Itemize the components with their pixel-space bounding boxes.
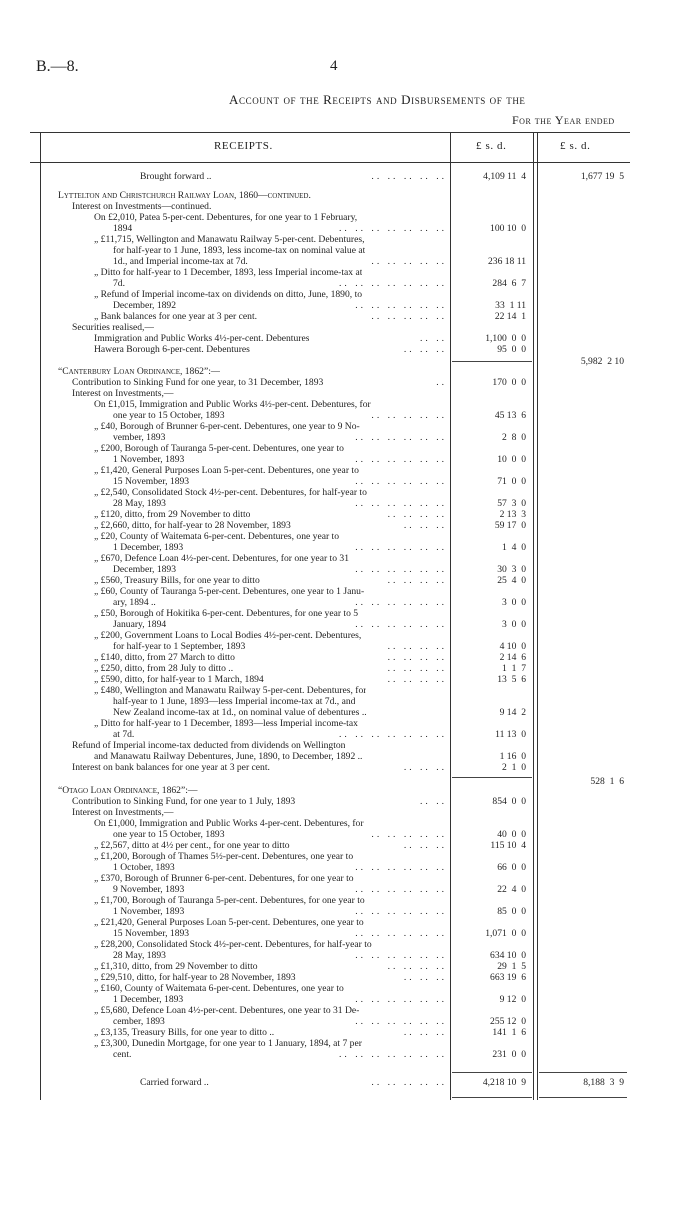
document-reference: B.—8.: [36, 58, 79, 75]
amount-column-1: 2 13 3: [499, 509, 526, 520]
row-label: „ Ditto for half-year to 1 December, 1893—less Imperial income-tax: [94, 718, 358, 729]
leader-dots: .. .. .. .. .. ..: [355, 498, 447, 509]
row-label: 15 November, 1893: [113, 476, 190, 487]
row-label: 9 November, 1893: [113, 884, 185, 895]
leader-dots: .. .. ..: [403, 520, 447, 531]
amount-column-1: 25 4 0: [497, 575, 526, 586]
row-label: 1 December, 1893: [113, 542, 184, 553]
leader-dots: .. .. .. ..: [387, 652, 447, 663]
row-label: „ £11,715, Wellington and Manawatu Railway 5-per-cent. Debentures,: [94, 234, 365, 245]
amount-column-1: 66 0 0: [497, 862, 526, 873]
amount-column-1: 2 14 6: [499, 652, 526, 663]
leader-dots: .. .. .. .. .. ..: [355, 884, 447, 895]
amount-column-1: 30 3 0: [497, 564, 526, 575]
amount-column-1: 9 14 2: [499, 707, 526, 718]
row-label: New Zealand income-tax at 1d., on nominal value of debentures ..: [113, 707, 367, 718]
row-label: Securities realised,—: [72, 322, 155, 333]
row-label: cent.: [113, 1049, 132, 1060]
row-label: „ £120, ditto, from 29 November to ditto: [94, 509, 251, 520]
leader-dots: .. .. .. .. .. ..: [355, 564, 447, 575]
row-label: „ £3,300, Dunedin Mortgage, for one year to 1 January, 1894, at 7 per: [94, 1038, 362, 1049]
row-label: „ £21,420, General Purposes Loan 5-per-cent. Debentures, one year to: [94, 917, 364, 928]
amount-column-1: 634 10 0: [490, 950, 526, 961]
row-label: Interest on Investments—continued.: [72, 201, 212, 212]
money-column-header-2: £ s. d.: [560, 140, 591, 152]
amount-column-1: 170 0 0: [492, 377, 526, 388]
amount-column-1: 255 12 0: [490, 1016, 526, 1027]
leader-dots: .. ..: [420, 333, 447, 344]
row-label: „ £200, Government Loans to Local Bodies 4½-per-cent. Debentures,: [94, 630, 362, 641]
row-label: „ £20, County of Waitemata 6-per-cent. Debentures, one year to: [94, 531, 340, 542]
row-label: „ £2,540, Consolidated Stock 4½-per-cent. Debentures, for half-year to: [94, 487, 367, 498]
row-label: 1 December, 1893: [113, 994, 184, 1005]
amount-column-1: 141 1 6: [492, 1027, 526, 1038]
account-title: Account of the Receipts and Disbursements of the: [229, 92, 526, 107]
row-label: 1894: [113, 223, 133, 234]
leader-dots: .. .. .. ..: [387, 641, 447, 652]
leader-dots: .. .. .. .. ..: [371, 410, 447, 421]
row-label: 1 October, 1893: [113, 862, 175, 873]
money-column-header-1: £ s. d.: [476, 140, 507, 152]
row-label: cember, 1893: [113, 1016, 165, 1027]
amount-column-2: 528 1 6: [590, 776, 624, 787]
row-label: Immigration and Public Works 4½-per-cent. Debentures: [94, 333, 310, 344]
leader-dots: .. .. .. .. .. ..: [355, 862, 447, 873]
row-label: ary, 1894 ..: [113, 597, 156, 608]
amount-column-1: 45 13 6: [494, 410, 526, 421]
row-label: Carried forward ..: [140, 1077, 209, 1088]
row-label: „ £200, Borough of Tauranga 5-per-cent. Debentures, one year to: [94, 443, 344, 454]
row-label: Contribution to Sinking Fund for one year, to 31 December, 1893: [72, 377, 324, 388]
row-label: „ Refund of Imperial income-tax on dividends on ditto, June, 1890, to: [94, 289, 363, 300]
leader-dots: .. .. .. .. ..: [371, 256, 447, 267]
row-label: December, 1892: [113, 300, 177, 311]
amount-column-1: 100 10 0: [490, 223, 526, 234]
row-label: „ £3,135, Treasury Bills, for one year to ditto ..: [94, 1027, 275, 1038]
row-label: December, 1893: [113, 564, 177, 575]
leader-dots: .. .. .. .. .. ..: [355, 619, 447, 630]
amount-column-1: 4 10 0: [499, 641, 526, 652]
leader-dots: .. .. .. ..: [387, 663, 447, 674]
row-label: „ £1,310, ditto, from 29 November to ditto: [94, 961, 258, 972]
leader-dots: .. .. .. .. .. ..: [355, 476, 447, 487]
leader-dots: ..: [436, 377, 447, 388]
row-label: „ £250, ditto, from 28 July to ditto ..: [94, 663, 234, 674]
row-label: On £1,015, Immigration and Public Works 4½-per-cent. Debentures, for: [94, 399, 371, 410]
leader-dots: .. .. .. ..: [387, 961, 447, 972]
row-label: „ £480, Wellington and Manawatu Railway 5-per-cent. Debentures, for: [94, 685, 367, 696]
amount-column-1: 59 17 0: [494, 520, 526, 531]
row-label: „ £29,510, ditto, for half-year to 28 November, 1893: [94, 972, 296, 983]
row-label: „ £140, ditto, from 27 March to ditto: [94, 652, 235, 663]
leader-dots: .. .. .. .. .. ..: [355, 906, 447, 917]
row-label: Contribution to Sinking Fund, for one year to 1 July, 1893: [72, 796, 296, 807]
row-label: one year to 15 October, 1893: [113, 829, 225, 840]
amount-column-1: 854 0 0: [492, 796, 526, 807]
leader-dots: .. .. .. .. .. ..: [355, 542, 447, 553]
row-label: and Manawatu Railway Debentures, June, 1890, to December, 1892 ..: [94, 751, 363, 762]
amount-column-2: 5,982 2 10: [580, 356, 624, 367]
row-label: „ £60, County of Tauranga 5-per-cent. Debentures, one year to 1 Janu-: [94, 586, 365, 597]
amount-column-1: 663 19 6: [490, 972, 526, 983]
row-label: „ Ditto for half-year to 1 December, 1893, less Imperial income-tax at: [94, 267, 363, 278]
amount-column-1: 95 0 0: [497, 344, 526, 355]
row-label: for half-year to 1 June, 1893, less income-tax on nominal value at: [113, 245, 366, 256]
leader-dots: .. .. ..: [403, 972, 447, 983]
amount-column-1: 3 0 0: [502, 619, 526, 630]
amount-column-2: 1,677 19 5: [580, 171, 624, 182]
receipts-column-header: RECEIPTS.: [214, 140, 273, 152]
leader-dots: .. .. .. .. .. .. ..: [339, 223, 447, 234]
leader-dots: .. .. .. .. .. ..: [355, 950, 447, 961]
row-label: vember, 1893: [113, 432, 166, 443]
row-label: „ £40, Borough of Brunner 6-per-cent. Debentures, one year to 9 No-: [94, 421, 360, 432]
leader-dots: .. .. .. .. .. ..: [355, 928, 447, 939]
leader-dots: .. .. .. .. ..: [371, 829, 447, 840]
row-label: „ £2,567, ditto at 4½ per cent., for one year to ditto: [94, 840, 290, 851]
amount-column-1: 11 13 0: [495, 729, 526, 740]
amount-column-1: 33 1 11: [495, 300, 526, 311]
amount-column-1: 236 18 11: [487, 256, 526, 267]
leader-dots: .. .. .. .. .. .. ..: [339, 1049, 447, 1060]
row-label: „ £1,200, Borough of Thames 5½-per-cent. Debentures, one year to: [94, 851, 354, 862]
leader-dots: .. .. .. .. .. ..: [355, 300, 447, 311]
amount-column-1: 22 4 0: [497, 884, 526, 895]
leader-dots: .. .. .. .. .. ..: [355, 994, 447, 1005]
leader-dots: .. .. .. ..: [387, 674, 447, 685]
amount-column-1: 4,109 11 4: [483, 171, 526, 182]
amount-column-1: 71 0 0: [497, 476, 526, 487]
leader-dots: .. .. .. .. ..: [371, 171, 447, 182]
amount-column-1: 57 3 0: [497, 498, 526, 509]
leader-dots: .. .. .. .. .. ..: [355, 1016, 447, 1027]
row-label: January, 1894: [113, 619, 167, 630]
row-label: “Canterbury Loan Ordinance, 1862”:—: [58, 366, 221, 377]
leader-dots: .. .. .. .. .. .. ..: [339, 278, 447, 289]
row-label: at 7d.: [113, 729, 135, 740]
row-label: Refund of Imperial income-tax deducted from dividends on Wellington: [72, 740, 346, 751]
leader-dots: .. .. ..: [403, 1027, 447, 1038]
row-label: On £1,000, Immigration and Public Works 4-per-cent. Debentures, for: [94, 818, 364, 829]
amount-column-1: 4,218 10 9: [482, 1077, 526, 1088]
row-label: 1 November, 1893: [113, 454, 185, 465]
leader-dots: .. .. .. .. .. ..: [355, 432, 447, 443]
row-label: Hawera Borough 6-per-cent. Debentures: [94, 344, 250, 355]
row-label: Interest on Investments,—: [72, 388, 174, 399]
leader-dots: .. .. ..: [403, 762, 447, 773]
amount-column-1: 1 1 7: [502, 663, 526, 674]
amount-column-1: 2 1 0: [502, 762, 526, 773]
row-label: „ £50, Borough of Hokitika 6-per-cent. Debentures, for one year to 5: [94, 608, 359, 619]
row-label: for half-year to 1 September, 1893: [113, 641, 246, 652]
row-label: On £2,010, Patea 5-per-cent. Debentures, for one year to 1 February,: [94, 212, 358, 223]
amount-column-1: 29 1 5: [497, 961, 526, 972]
leader-dots: .. .. ..: [403, 840, 447, 851]
leader-dots: .. .. .. ..: [387, 575, 447, 586]
amount-column-1: 40 0 0: [497, 829, 526, 840]
leader-dots: .. .. .. .. ..: [371, 1077, 447, 1088]
amount-column-1: 13 5 6: [497, 674, 526, 685]
row-label: Lyttelton and Christchurch Railway Loan, 1860—continued.: [58, 190, 311, 201]
row-label: 1 November, 1893: [113, 906, 185, 917]
amount-column-1: 2 8 0: [502, 432, 526, 443]
amount-column-1: 284 6 7: [492, 278, 526, 289]
row-label: „ £560, Treasury Bills, for one year to ditto: [94, 575, 260, 586]
amount-column-1: 22 14 1: [494, 311, 526, 322]
row-label: 7d.: [113, 278, 125, 289]
leader-dots: .. .. ..: [403, 344, 447, 355]
row-label: „ £370, Borough of Brunner 6-per-cent. Debentures, for one year to: [94, 873, 354, 884]
leader-dots: .. .. .. ..: [387, 509, 447, 520]
row-label: 28 May, 1893: [113, 950, 166, 961]
row-label: „ Bank balances for one year at 3 per cent.: [94, 311, 258, 322]
amount-column-1: 85 0 0: [497, 906, 526, 917]
amount-column-1: 10 0 0: [497, 454, 526, 465]
leader-dots: .. ..: [420, 796, 447, 807]
row-label: Interest on Investments,—: [72, 807, 174, 818]
leader-dots: .. .. .. .. .. ..: [355, 597, 447, 608]
row-label: “Otago Loan Ordinance, 1862”:—: [58, 785, 198, 796]
amount-column-1: 1 4 0: [502, 542, 526, 553]
page-number: 4: [330, 58, 338, 74]
amount-column-1: 1,071 0 0: [485, 928, 526, 939]
amount-column-1: 1,100 0 0: [485, 333, 526, 344]
row-label: half-year to 1 June, 1893—less Imperial income-tax at 7d., and: [113, 696, 356, 707]
amount-column-1: 9 12 0: [499, 994, 526, 1005]
amount-column-1: 115 10 4: [490, 840, 526, 851]
row-label: „ £28,200, Consolidated Stock 4½-per-cent. Debentures, for half-year to: [94, 939, 372, 950]
row-label: „ £670, Defence Loan 4½-per-cent. Debentures, for one year to 31: [94, 553, 349, 564]
row-label: „ £590, ditto, for half-year to 1 March, 1894: [94, 674, 264, 685]
row-label: „ £5,680, Defence Loan 4½-per-cent. Debentures, one year to 31 De-: [94, 1005, 360, 1016]
amount-column-2: 8,188 3 9: [583, 1077, 624, 1088]
row-label: 15 November, 1893: [113, 928, 190, 939]
row-label: 1d., and Imperial income-tax at 7d.: [113, 256, 248, 267]
leader-dots: .. .. .. .. .. .. ..: [339, 729, 447, 740]
row-label: one year to 15 October, 1893: [113, 410, 225, 421]
leader-dots: .. .. .. .. .. ..: [355, 454, 447, 465]
row-label: 28 May, 1893: [113, 498, 166, 509]
row-label: „ £1,700, Borough of Tauranga 5-per-cent. Debentures, for one year to: [94, 895, 365, 906]
amount-column-1: 3 0 0: [502, 597, 526, 608]
amount-column-1: 231 0 0: [492, 1049, 526, 1060]
account-subtitle: For the Year ended: [512, 113, 615, 127]
row-label: „ £1,420, General Purposes Loan 5-per-cent. Debentures, one year to: [94, 465, 359, 476]
row-label: Interest on bank balances for one year at 3 per cent.: [72, 762, 270, 773]
row-label: „ £160, County of Waitemata 6-per-cent. Debentures, one year to: [94, 983, 344, 994]
row-label: „ £2,660, ditto, for half-year to 28 November, 1893: [94, 520, 291, 531]
amount-column-1: 1 16 0: [499, 751, 526, 762]
row-label: Brought forward ..: [140, 171, 212, 182]
leader-dots: .. .. .. .. ..: [371, 311, 447, 322]
